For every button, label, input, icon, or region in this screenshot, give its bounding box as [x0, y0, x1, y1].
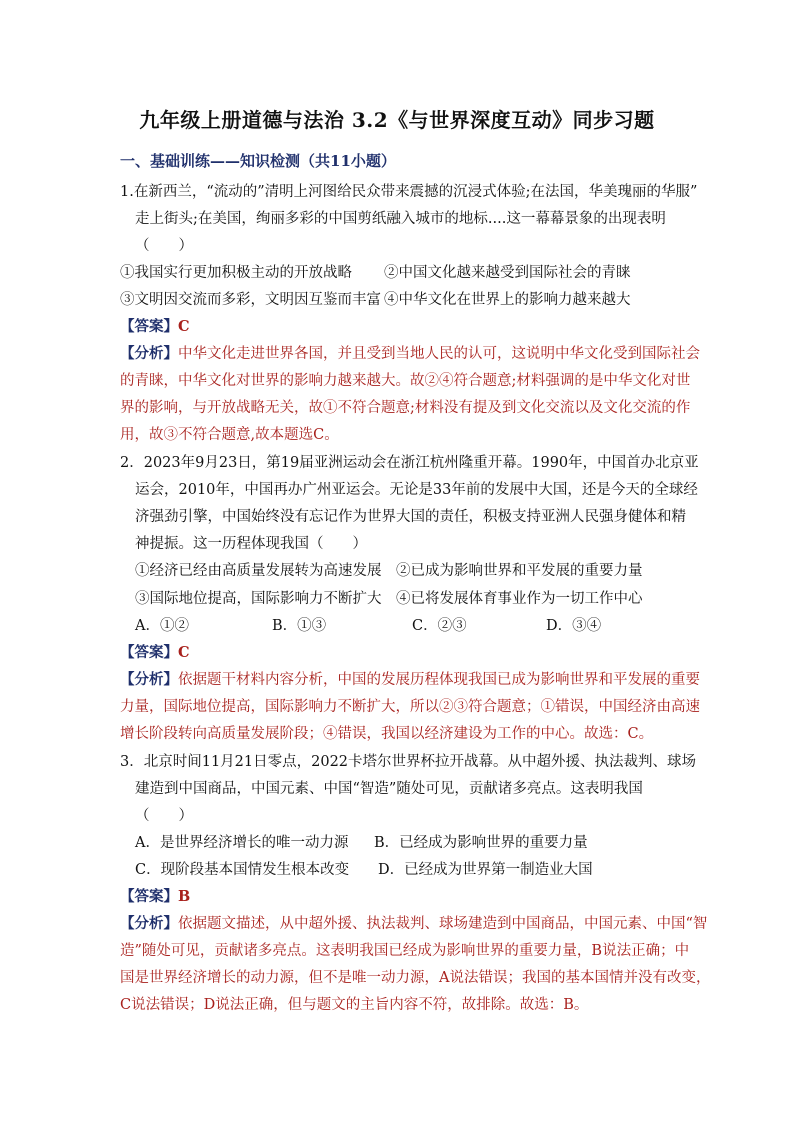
q2-option-3: ③国际地位提高，国际影响力不断扩大: [135, 591, 382, 607]
q2-stem-line-1: 2．2023年9月23日，第19届亚洲运动会在浙江杭州隆重开幕。1990年，中国首办北京亚: [120, 455, 699, 471]
q2-option-4: ④已将发展体育事业作为一切工作中心: [396, 591, 643, 607]
q2-analysis-line-1: [120, 670, 700, 690]
answer-label: 【答案】: [120, 644, 178, 661]
q1-answer: [120, 317, 190, 337]
q3-analysis-line-2: 造”随处可见，贡献诸多亮点。这表明我国已经成为影响世界的重要力量，B说法正确；中: [120, 943, 690, 959]
analysis-label: 【分析】: [120, 915, 178, 932]
q3-analysis-line-3: 国是世界经济增长的动力源，但不是唯一动力源，A说法错误；我国的基本国情并没有改变，: [120, 970, 711, 986]
analysis-label: 【分析】: [120, 345, 178, 362]
q3-stem-line-3: （ ）: [135, 808, 193, 824]
answer-value: C: [178, 644, 190, 661]
q1-option-1: ①我国实行更加积极主动的开放战略: [120, 265, 352, 281]
q3-analysis-line-4: C说法错误；D说法正确，但与题文的主旨内容不符，故排除。故选：B。: [120, 997, 589, 1013]
analysis-label: 【分析】: [120, 671, 178, 688]
q3-answer: [120, 887, 190, 907]
answer-label: 【答案】: [120, 318, 178, 335]
q1-option-2: ②中国文化越来越受到国际社会的青睐: [384, 265, 631, 281]
q2-answer: [120, 643, 190, 663]
q1-stem-line-2: 走上街头;在美国，绚丽多彩的中国剪纸融入城市的地标....这一幕幕景象的出现表明: [135, 211, 666, 227]
q2-choice-b: B．①③: [272, 618, 327, 634]
q3-stem-line-1: 3．北京时间11月21日零点，2022卡塔尔世界杯拉开战幕。从中超外援、执法裁判、球场: [120, 754, 697, 770]
q2-option-1: ①经济已经由高质量发展转为高速发展: [135, 563, 382, 579]
q2-analysis-line-2: 力量，国际地位提高，国际影响力不断扩大，所以②③符合题意；①错误，中国经济由高速: [120, 699, 700, 715]
section-heading: 一、基础训练——知识检测（共11小题）: [120, 152, 396, 170]
document-title: 九年级上册道德与法治 3.2《与世界深度互动》同步习题: [139, 108, 655, 132]
q2-stem-line-2: 运会，2010年，中国再办广州亚运会。无论是33年前的发展中大国，还是今天的全球经: [135, 482, 698, 498]
answer-value: C: [178, 318, 190, 335]
q1-analysis-line-4: 用，故③不符合题意,故本题选C。: [120, 427, 339, 443]
q3-choice-d: D．已经成为世界第一制造业大国: [378, 862, 593, 878]
q1-option-4: ④中华文化在世界上的影响力越来越大: [384, 292, 631, 308]
analysis-text: 中华文化走进世界各国，并且受到当地人民的认可，这说明中华文化受到国际社会: [178, 346, 700, 362]
q3-choice-b: B．已经成为影响世界的重要力量: [374, 835, 588, 851]
q2-choice-a: A．①②: [135, 618, 189, 634]
q2-analysis-line-3: 增长阶段转向高质量发展阶段；④错误，我国以经济建设为工作的中心。故选：C。: [120, 726, 654, 742]
q2-option-2: ②已成为影响世界和平发展的重要力量: [396, 563, 643, 579]
q1-analysis-line-3: 界的影响，与开放战略无关，故①不符合题意;材料没有提及到文化交流以及文化交流的作: [120, 400, 691, 416]
q2-choice-d: D．③④: [546, 618, 602, 634]
q2-choice-c: C．②③: [412, 618, 467, 634]
answer-label: 【答案】: [120, 888, 178, 905]
q2-stem-line-4: 神提振。这一历程体现我国（ ）: [135, 536, 367, 552]
q1-stem-line-1: 1.在新西兰，“流动的”清明上河图给民众带来震撼的沉浸式体验;在法国，华美瑰丽的华服”: [120, 184, 698, 200]
q1-analysis-line-2: 的青睐，中华文化对世界的影响力越来越大。故②④符合题意;材料强调的是中华文化对世: [120, 373, 691, 389]
q1-analysis-line-1: [120, 344, 700, 364]
q3-choice-a: A．是世界经济增长的唯一动力源: [135, 835, 349, 851]
q3-analysis-line-1: [120, 914, 707, 934]
q1-option-3: ③文明因交流而多彩，文明因互鉴而丰富: [120, 292, 381, 308]
q3-choice-c: C．现阶段基本国情发生根本改变: [135, 862, 350, 878]
q3-stem-line-2: 建造到中国商品，中国元素、中国“智造”随处可见，贡献诸多亮点。这表明我国: [135, 781, 643, 797]
analysis-text: 依据题干材料内容分析，中国的发展历程体现我国已成为影响世界和平发展的重要: [178, 672, 700, 688]
q2-stem-line-3: 济强劲引擎，中国始终没有忘记作为世界大国的责任，积极支持亚洲人民强身健体和精: [135, 509, 686, 525]
q1-stem-line-3: （ ）: [135, 238, 193, 254]
answer-value: B: [178, 888, 191, 905]
analysis-text: 依据题文描述，从中超外援、执法裁判、球场建造到中国商品，中国元素、中国“智: [178, 916, 708, 932]
